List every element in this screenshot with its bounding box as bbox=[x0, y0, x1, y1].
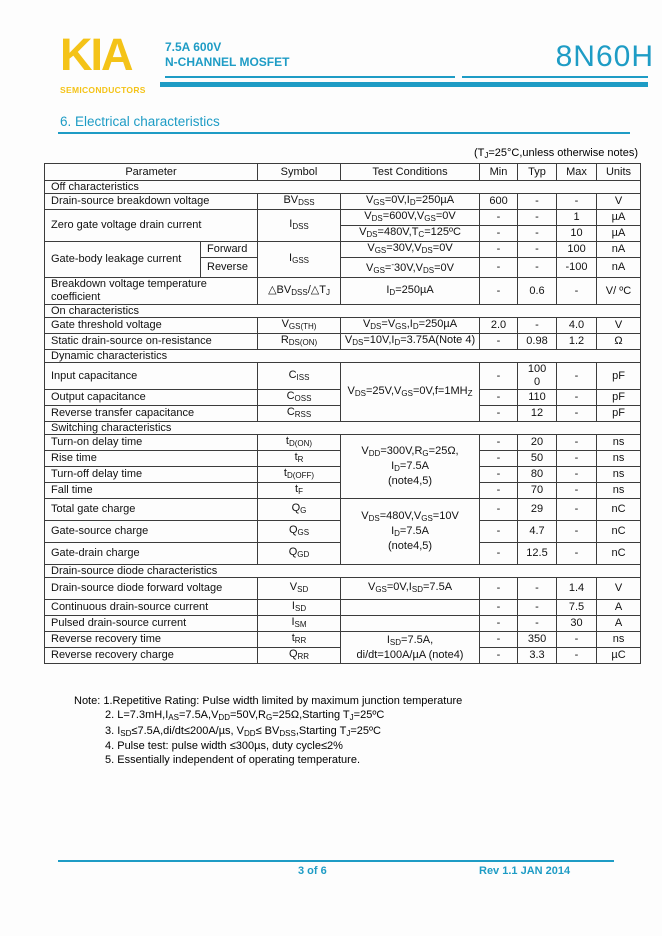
section-header-cell: Drain-source diode characteristics bbox=[45, 565, 641, 578]
table-cell: Turn-off delay time bbox=[45, 467, 258, 483]
table-cell: $I_{SD}$ bbox=[258, 600, 341, 616]
table-cell: - bbox=[480, 363, 518, 390]
table-cell: $I_{DSS}$ bbox=[258, 210, 341, 242]
table-row bbox=[45, 632, 641, 648]
table-cell: ns bbox=[597, 435, 641, 451]
table-cell: 70 bbox=[518, 483, 557, 499]
table-cell: pF bbox=[597, 390, 641, 406]
table-cell: pF bbox=[597, 406, 641, 422]
table-row bbox=[45, 210, 641, 226]
table-section-row bbox=[45, 422, 641, 435]
table-cell: Static drain-source on-resistance bbox=[45, 334, 258, 350]
page-number: 3 of 6 bbox=[298, 865, 327, 877]
table-row bbox=[45, 242, 641, 258]
header-rule-thin-left bbox=[165, 76, 455, 78]
table-cell: - bbox=[480, 242, 518, 258]
table-cell: nA bbox=[597, 258, 641, 278]
table-cell: - bbox=[557, 543, 597, 565]
table-cell: 100 bbox=[557, 242, 597, 258]
table-cell: Gate-drain charge bbox=[45, 543, 258, 565]
table-cell: $t_{RR}$ bbox=[258, 632, 341, 648]
table-cell: $V_{GS}=^-30V,V_{DS}=0V$ bbox=[341, 258, 480, 278]
table-cell: $V_{GS(TH)}$ bbox=[258, 318, 341, 334]
table-cell: - bbox=[480, 648, 518, 664]
table-cell bbox=[341, 600, 480, 616]
table-cell: 100 0 bbox=[518, 363, 557, 390]
table-cell: - bbox=[557, 435, 597, 451]
header-rule-thin-right bbox=[462, 76, 648, 78]
table-cell: Breakdown voltage temperature coefficient bbox=[45, 278, 258, 305]
product-rating: 7.5A 600V bbox=[165, 40, 222, 54]
table-section-row bbox=[45, 565, 641, 578]
kia-logo: KIA bbox=[60, 29, 132, 80]
logo-subtitle: SEMICONDUCTORS bbox=[60, 85, 146, 95]
table-cell: $V_{SD}$ bbox=[258, 578, 341, 600]
table-cell: ns bbox=[597, 451, 641, 467]
table-cell: - bbox=[480, 226, 518, 242]
table-cell: Input capacitance bbox=[45, 363, 258, 390]
table-cell: 29 bbox=[518, 499, 557, 521]
table-row bbox=[45, 363, 641, 390]
table-cell: nC bbox=[597, 521, 641, 543]
table-cell: 350 bbox=[518, 632, 557, 648]
table-cell: 30 bbox=[557, 616, 597, 632]
table-cell: nC bbox=[597, 499, 641, 521]
table-cell: Reverse recovery time bbox=[45, 632, 258, 648]
table-cell: $C_{OSS}$ bbox=[258, 390, 341, 406]
table-cell: - bbox=[557, 632, 597, 648]
column-header: Max bbox=[557, 164, 597, 181]
table-cell: - bbox=[557, 390, 597, 406]
table-cell: nA bbox=[597, 242, 641, 258]
table-cell: Gate-source charge bbox=[45, 521, 258, 543]
table-cell: 7.5 bbox=[557, 600, 597, 616]
table-cell: $Q_G$ bbox=[258, 499, 341, 521]
table-cell: - bbox=[557, 363, 597, 390]
table-cell: $V_{DS}=10V,I_D=3.75A(Note$ 4) bbox=[341, 334, 480, 350]
table-row bbox=[45, 578, 641, 600]
table-cell: Output capacitance bbox=[45, 390, 258, 406]
table-cell: - bbox=[480, 543, 518, 565]
table-cell: $V_{GS}=0V,I_D=250\mu A$ bbox=[341, 194, 480, 210]
note-label: Note: bbox=[74, 695, 101, 707]
table-cell: ns bbox=[597, 632, 641, 648]
table-cell: - bbox=[557, 499, 597, 521]
table-cell: $V_{DS}=600V,V_{GS}=0V$ bbox=[341, 210, 480, 226]
table-cell: $I_{SD}=7.5A$, di/dt=100A/µA (note4) bbox=[341, 632, 480, 664]
table-cell: Reverse recovery charge bbox=[45, 648, 258, 664]
table-cell: - bbox=[518, 578, 557, 600]
table-cell: $t_{D(OFF)}$ bbox=[258, 467, 341, 483]
table-cell: - bbox=[480, 632, 518, 648]
table-cell: $I_{SM}$ bbox=[258, 616, 341, 632]
table-cell: 4.0 bbox=[557, 318, 597, 334]
table-cell: - bbox=[480, 521, 518, 543]
product-type: N-CHANNEL MOSFET bbox=[165, 55, 290, 69]
table-cell: - bbox=[480, 390, 518, 406]
table-cell: - bbox=[480, 334, 518, 350]
table-cell: - bbox=[518, 318, 557, 334]
table-cell: - bbox=[557, 483, 597, 499]
table-section-row bbox=[45, 181, 641, 194]
table-cell: Reverse transfer capacitance bbox=[45, 406, 258, 422]
table-cell: $I_{GSS}$ bbox=[258, 242, 341, 278]
table-section-row bbox=[45, 350, 641, 363]
section-header-cell: Off characteristics bbox=[45, 181, 641, 194]
table-cell: Gate threshold voltage bbox=[45, 318, 258, 334]
table-cell: Turn-on delay time bbox=[45, 435, 258, 451]
table-cell: V bbox=[597, 194, 641, 210]
part-number: 8N60H bbox=[555, 40, 654, 73]
table-cell: $V_{DS}=480V,T_C=125ºC$ bbox=[341, 226, 480, 242]
table-cell: 0.6 bbox=[518, 278, 557, 305]
column-header: Units bbox=[597, 164, 641, 181]
table-cell: - bbox=[480, 578, 518, 600]
table-cell: Gate-body leakage current bbox=[45, 242, 201, 278]
table-header-row bbox=[45, 164, 641, 181]
table-cell: - bbox=[518, 226, 557, 242]
characteristics-table bbox=[44, 163, 641, 664]
table-cell: Drain-source diode forward voltage bbox=[45, 578, 258, 600]
table-cell: 600 bbox=[480, 194, 518, 210]
column-header: Test Conditions bbox=[341, 164, 480, 181]
note-line: 2. $L=7.3mH,I_{AS}=7.5A,V_{DD}=50V,R_G=25\Omega,Starting$ $T_J=25ºC$ bbox=[105, 708, 385, 722]
section-title-underline bbox=[58, 132, 630, 134]
table-cell: $C_{RSS}$ bbox=[258, 406, 341, 422]
table-cell: - bbox=[480, 278, 518, 305]
table-cell: - bbox=[480, 616, 518, 632]
table-cell: 1.2 bbox=[557, 334, 597, 350]
note-text: 1.Repetitive Rating: Pulse width limited by maximum junction temperature bbox=[103, 695, 463, 707]
table-cell: - bbox=[518, 258, 557, 278]
table-cell: 80 bbox=[518, 467, 557, 483]
table-cell: - bbox=[557, 467, 597, 483]
table-cell: $Q_{GD}$ bbox=[258, 543, 341, 565]
table-row bbox=[45, 318, 641, 334]
table-cell: ns bbox=[597, 483, 641, 499]
table-cell: - bbox=[557, 278, 597, 305]
table-cell: $t_F$ bbox=[258, 483, 341, 499]
table-cell: 3.3 bbox=[518, 648, 557, 664]
revision: Rev 1.1 JAN 2014 bbox=[479, 865, 571, 877]
table-row bbox=[45, 435, 641, 451]
table-cell: - bbox=[518, 616, 557, 632]
table-cell: 12.5 bbox=[518, 543, 557, 565]
table-cell: $I_D=250\mu A$ bbox=[341, 278, 480, 305]
table-cell: 12 bbox=[518, 406, 557, 422]
table-cell: µA bbox=[597, 226, 641, 242]
table-cell: nC bbox=[597, 543, 641, 565]
column-header: Typ bbox=[518, 164, 557, 181]
note-line bbox=[74, 695, 462, 709]
section-header-cell: Dynamic characteristics bbox=[45, 350, 641, 363]
condition-note: ($T_J=25^\circ C,unless$ otherwise notes) bbox=[473, 147, 638, 160]
table-cell: - bbox=[480, 467, 518, 483]
column-header: Symbol bbox=[258, 164, 341, 181]
table-cell: - bbox=[518, 600, 557, 616]
table-cell: A bbox=[597, 616, 641, 632]
table-cell: - bbox=[480, 499, 518, 521]
table-cell: Zero gate voltage drain current bbox=[45, 210, 258, 242]
table-cell: ns bbox=[597, 467, 641, 483]
table-cell: - bbox=[557, 648, 597, 664]
table-cell: 20 bbox=[518, 435, 557, 451]
table-cell: $t_R$ bbox=[258, 451, 341, 467]
table-row bbox=[45, 616, 641, 632]
table-cell: $V_{GS}=0V,I_{SD}=7.5A$ bbox=[341, 578, 480, 600]
footer-rule bbox=[58, 860, 614, 862]
table-cell: Ω bbox=[597, 334, 641, 350]
table-cell: $Q_{GS}$ bbox=[258, 521, 341, 543]
note-line: 3. $I_{SD}\le 7.5A,di/dt\le 200A/\mu s$, $V_{DD}\le$ $BV_{DSS},Starting$ $T_J=25ºC$ bbox=[105, 724, 381, 738]
table-cell: $C_{ISS}$ bbox=[258, 363, 341, 390]
table-cell: - bbox=[480, 600, 518, 616]
table-cell: - bbox=[518, 194, 557, 210]
note-line: 5. Essentially independent of operating temperature. bbox=[105, 754, 360, 767]
table-cell: Drain-source breakdown voltage bbox=[45, 194, 258, 210]
table-cell: - bbox=[480, 435, 518, 451]
table-cell: Fall time bbox=[45, 483, 258, 499]
table-cell: $V_{DD}=300V,R_G=25\Omega$, $I_D=7.5A$ (note4,5) bbox=[341, 435, 480, 499]
product-summary bbox=[165, 40, 289, 70]
table-cell: A bbox=[597, 600, 641, 616]
table-row bbox=[45, 334, 641, 350]
table-cell: 2.0 bbox=[480, 318, 518, 334]
table-cell: $Q_{RR}$ bbox=[258, 648, 341, 664]
table-cell: -100 bbox=[557, 258, 597, 278]
table-cell: pF bbox=[597, 363, 641, 390]
table-cell: $V_{GS}=30V,V_{DS}=0V$ bbox=[341, 242, 480, 258]
section-header-cell: On characteristics bbox=[45, 305, 641, 318]
table-cell: - bbox=[518, 242, 557, 258]
table-cell bbox=[341, 616, 480, 632]
table-cell: - bbox=[518, 210, 557, 226]
table-section-row bbox=[45, 305, 641, 318]
notes-block bbox=[74, 695, 462, 768]
table-cell: $t_{D(ON)}$ bbox=[258, 435, 341, 451]
table-cell: - bbox=[480, 483, 518, 499]
table-cell: 1 bbox=[557, 210, 597, 226]
column-header: Min bbox=[480, 164, 518, 181]
table-cell: $R_{DS(ON)}$ bbox=[258, 334, 341, 350]
note-line: 4. Pulse test: pulse width ≤300µs, duty cycle≤2% bbox=[105, 740, 343, 753]
table-row bbox=[45, 600, 641, 616]
table-cell: 0.98 bbox=[518, 334, 557, 350]
table-cell: - bbox=[557, 406, 597, 422]
table-row bbox=[45, 278, 641, 305]
table-cell: - bbox=[480, 406, 518, 422]
table-cell: Total gate charge bbox=[45, 499, 258, 521]
table-cell: V bbox=[597, 318, 641, 334]
column-header: Parameter bbox=[45, 164, 258, 181]
table-cell: Forward bbox=[201, 242, 258, 258]
table-cell: 4.7 bbox=[518, 521, 557, 543]
table-cell: Reverse bbox=[201, 258, 258, 278]
table-cell: - bbox=[557, 521, 597, 543]
table-cell: 10 bbox=[557, 226, 597, 242]
table-cell: $V_{DS}=480V,V_{GS}=10V$ $I_D=7.5A$ (note4,5) bbox=[341, 499, 480, 565]
table-cell: - bbox=[480, 451, 518, 467]
table-body bbox=[45, 164, 641, 664]
table-cell: V/ ºC bbox=[597, 278, 641, 305]
table-cell: $BV_{DSS}$ bbox=[258, 194, 341, 210]
table-cell: - bbox=[557, 451, 597, 467]
table-row bbox=[45, 499, 641, 521]
table-cell: Pulsed drain-source current bbox=[45, 616, 258, 632]
table-cell: 50 bbox=[518, 451, 557, 467]
table-cell: $\triangle BV_{DSS}/\triangle T_J$ bbox=[258, 278, 341, 305]
table-cell: 110 bbox=[518, 390, 557, 406]
table-cell: - bbox=[480, 258, 518, 278]
table-cell: Continuous drain-source current bbox=[45, 600, 258, 616]
table-cell: V bbox=[597, 578, 641, 600]
table-cell: $V_{DS}=V_{GS},I_D=250\mu A$ bbox=[341, 318, 480, 334]
table-cell: µA bbox=[597, 210, 641, 226]
header-rule-thick bbox=[160, 82, 648, 87]
table-cell: µC bbox=[597, 648, 641, 664]
table-cell: - bbox=[480, 210, 518, 226]
section-header-cell: Switching characteristics bbox=[45, 422, 641, 435]
table-row bbox=[45, 194, 641, 210]
table-cell: Rise time bbox=[45, 451, 258, 467]
table-cell: - bbox=[557, 194, 597, 210]
section-title: 6. Electrical characteristics bbox=[60, 114, 220, 129]
table-cell: 1.4 bbox=[557, 578, 597, 600]
table-cell: $V_{DS}=25V,V_{GS}=0V,f=1MH_Z$ bbox=[341, 363, 480, 422]
